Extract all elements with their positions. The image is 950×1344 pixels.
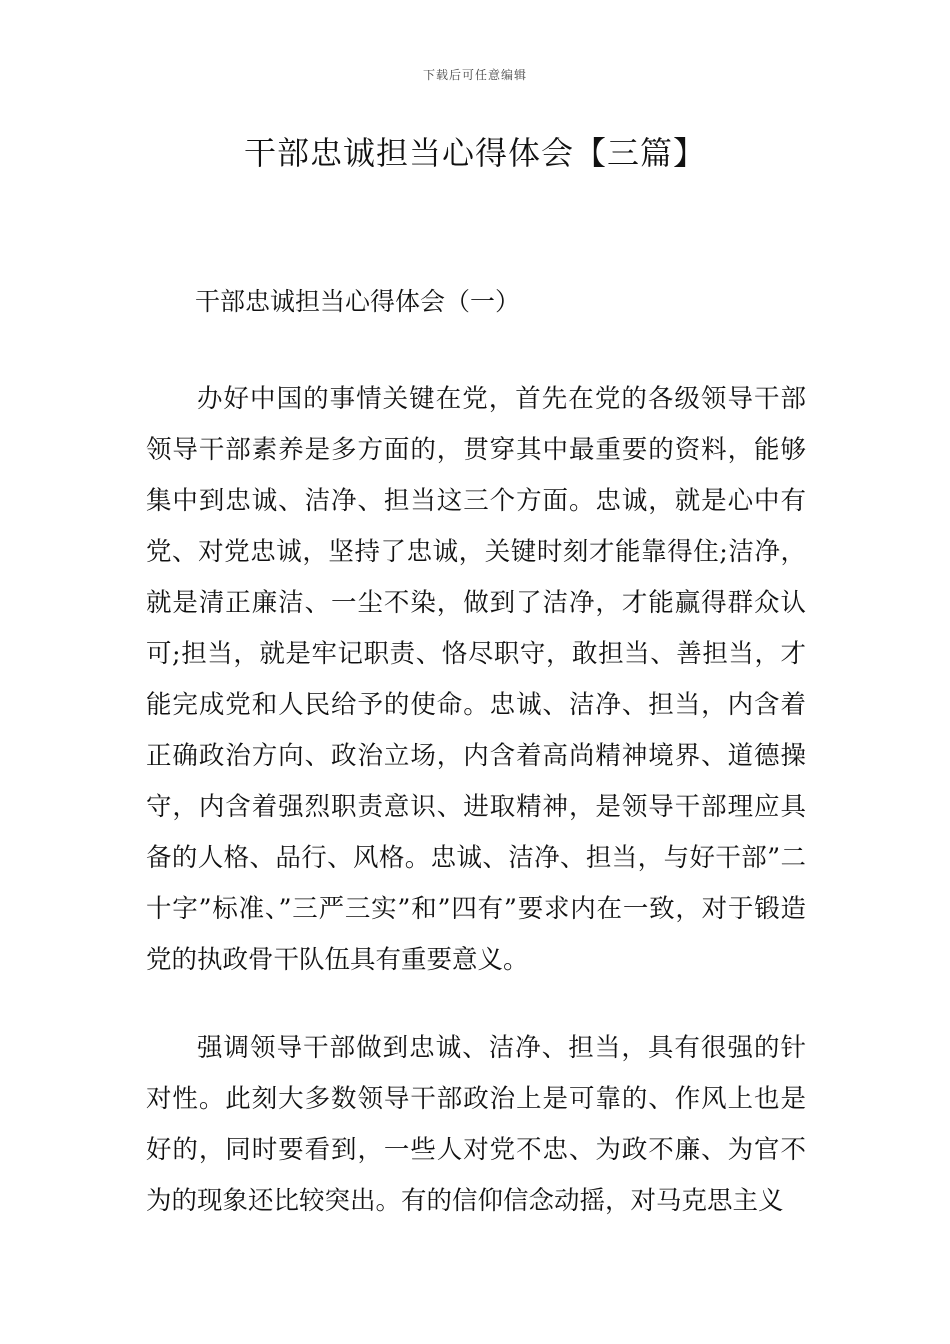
header-note: 下载后可任意编辑: [422, 68, 527, 82]
document-title: 干部忠诚担当心得体会【三篇】: [243, 134, 706, 172]
section-heading: 干部忠诚担当心得体会（一）: [195, 287, 521, 316]
body-paragraph-2: 强调领导干部做到忠诚、洁净、担当，具有很强的针对性。此刻大多数领导干部政治上是可靠的、作风上也是好的，同时要看到，一些人对党不忠、为政不廉、为官不为的现象还比较突出。有的信仰信念动摇，对马克思主义: [146, 1033, 806, 1216]
body-paragraph-1: 办好中国的事情关键在党，首先在党的各级领导干部领导干部素养是多方面的，贯穿其中最重要的资料，能够集中到忠诚、洁净、担当这三个方面。忠诚，就是心中有党、对党忠诚，坚持了忠诚，关键时刻才能靠得住;洁净，就是清正廉洁、一尘不染，做到了洁净，才能赢得群众认可;担当，就是牢记职责、恪尽职守，敢担当、善担当，才能完成党和人民给予的使命。忠诚、洁净、担当，内含着正确政治方向、政治立场，内含着高尚精神境界、道德操守，内含着强烈职责意识、进取精神，是领导干部理应具备的人格、品行、风格。忠诚、洁净、担当，与好干部”二十字”标准、”三严三实”和”四有”要求内在一致，对于锻造党的执政骨干队伍具有重要意义。: [146, 384, 806, 975]
